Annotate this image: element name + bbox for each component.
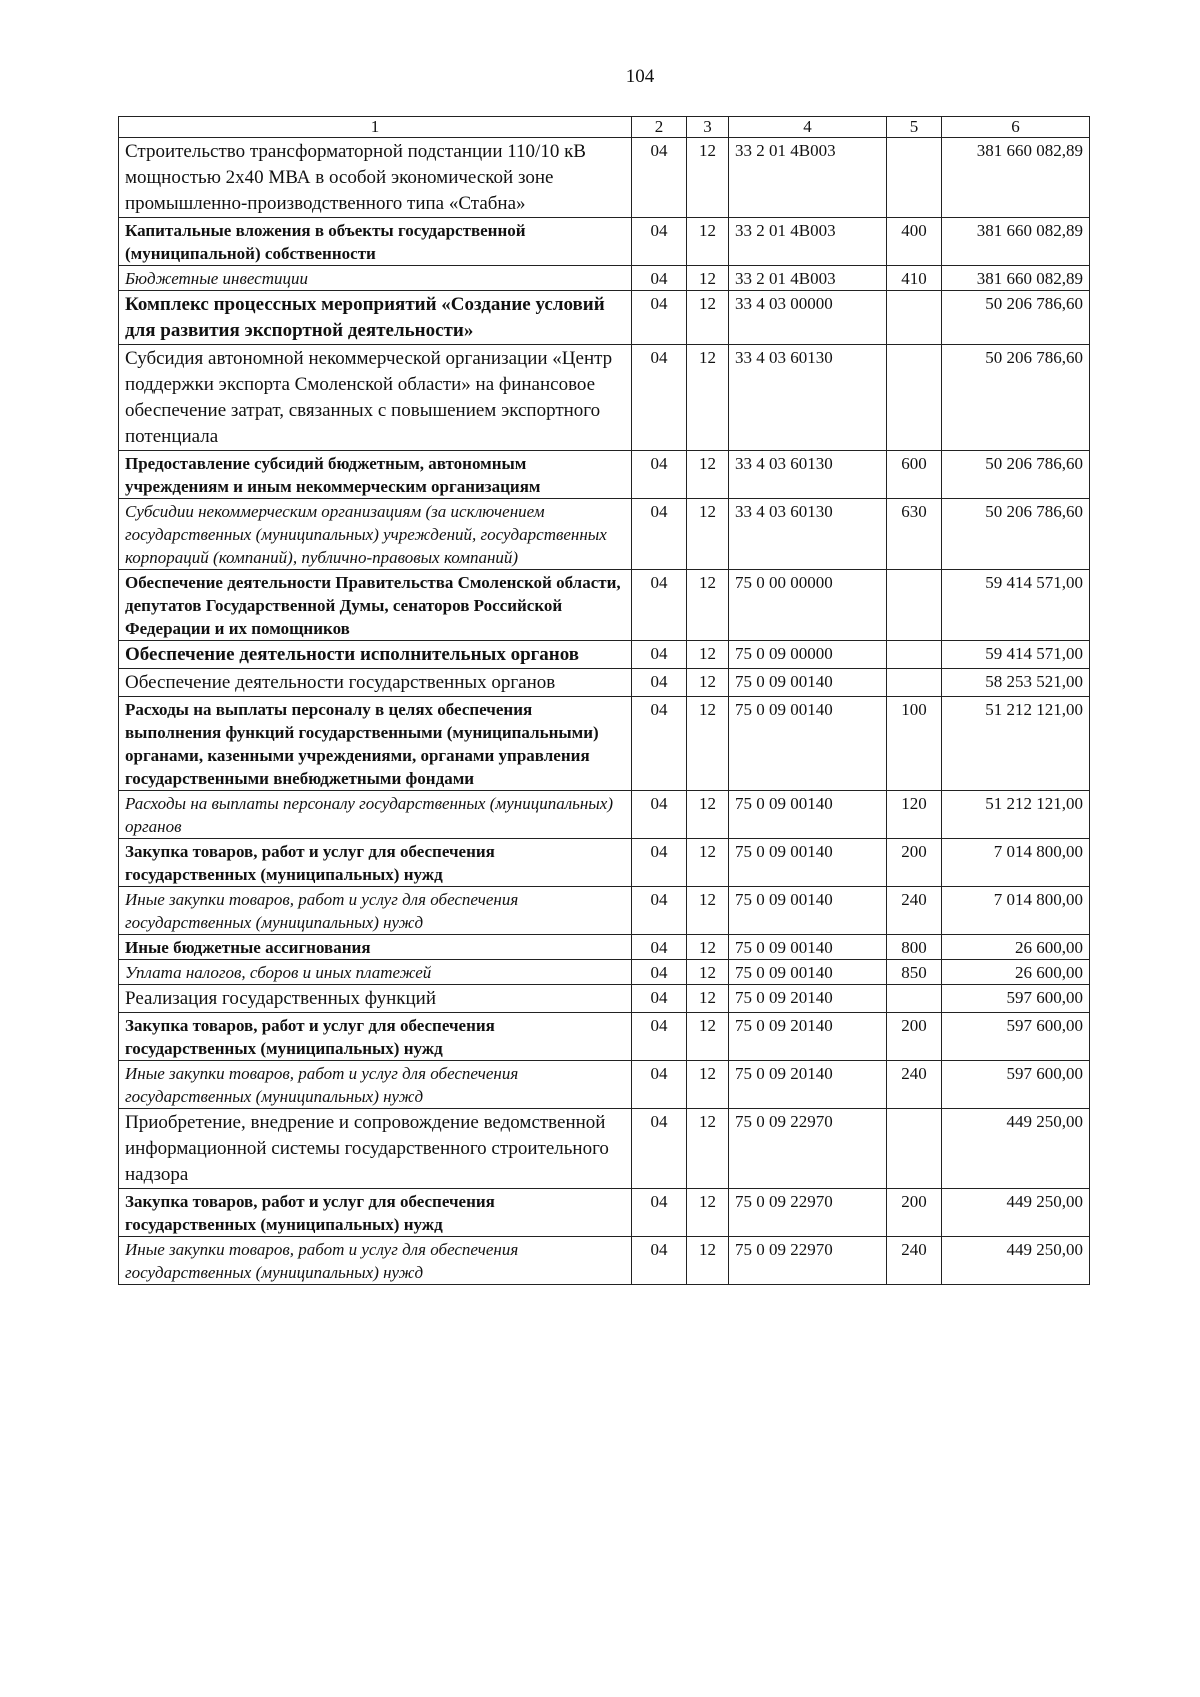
row-expense-type-cell: 100 bbox=[887, 697, 942, 791]
row-section-cell: 04 bbox=[632, 570, 687, 641]
row-target-code-cell: 75 0 09 00140 bbox=[729, 887, 887, 935]
row-expense-type-cell bbox=[887, 570, 942, 641]
row-amount-cell: 449 250,00 bbox=[942, 1109, 1090, 1189]
row-section-cell: 04 bbox=[632, 839, 687, 887]
row-target-code-cell: 75 0 09 20140 bbox=[729, 1013, 887, 1061]
table-row bbox=[119, 570, 1090, 641]
row-expense-type-cell: 120 bbox=[887, 791, 942, 839]
row-target-code-cell: 75 0 09 00140 bbox=[729, 839, 887, 887]
table-row bbox=[119, 1109, 1090, 1189]
row-target-code-cell: 33 2 01 4В003 bbox=[729, 218, 887, 266]
row-target-code-cell: 75 0 09 00140 bbox=[729, 669, 887, 697]
row-amount-cell: 26 600,00 bbox=[942, 935, 1090, 960]
row-name-cell: Капитальные вложения в объекты государственной (муниципальной) собственности bbox=[119, 218, 632, 266]
row-section-cell: 04 bbox=[632, 887, 687, 935]
row-subsection-cell: 12 bbox=[687, 570, 729, 641]
table-row bbox=[119, 839, 1090, 887]
row-target-code-cell: 75 0 09 22970 bbox=[729, 1109, 887, 1189]
row-subsection-cell: 12 bbox=[687, 887, 729, 935]
row-section-cell: 04 bbox=[632, 641, 687, 669]
row-name-cell: Строительство трансформаторной подстанции 110/10 кВ мощностью 2х40 МВА в особой экономической зоне промышленно-производственного типа «Стабна» bbox=[119, 138, 632, 218]
row-expense-type-cell: 630 bbox=[887, 499, 942, 570]
row-section-cell: 04 bbox=[632, 1061, 687, 1109]
row-subsection-cell: 12 bbox=[687, 985, 729, 1013]
row-target-code-cell: 75 0 09 22970 bbox=[729, 1189, 887, 1237]
row-amount-cell: 51 212 121,00 bbox=[942, 791, 1090, 839]
table-row bbox=[119, 985, 1090, 1013]
table-row bbox=[119, 218, 1090, 266]
table-row bbox=[119, 1237, 1090, 1285]
row-amount-cell: 51 212 121,00 bbox=[942, 697, 1090, 791]
row-name-cell: Иные закупки товаров, работ и услуг для обеспечения государственных (муниципальных) нужд bbox=[119, 1237, 632, 1285]
table-row bbox=[119, 960, 1090, 985]
row-expense-type-cell: 240 bbox=[887, 1237, 942, 1285]
row-target-code-cell: 75 0 09 22970 bbox=[729, 1237, 887, 1285]
row-amount-cell: 381 660 082,89 bbox=[942, 266, 1090, 291]
table-header-row bbox=[119, 117, 1090, 138]
row-expense-type-cell: 240 bbox=[887, 1061, 942, 1109]
row-amount-cell: 449 250,00 bbox=[942, 1189, 1090, 1237]
row-name-cell: Субсидии некоммерческим организациям (за исключением государственных (муниципальных) учреждений, государственных корпораций (компаний), публично-правовых компаний) bbox=[119, 499, 632, 570]
header-col-1: 1 bbox=[119, 117, 632, 138]
row-subsection-cell: 12 bbox=[687, 1013, 729, 1061]
row-target-code-cell: 33 2 01 4В003 bbox=[729, 266, 887, 291]
table-row bbox=[119, 499, 1090, 570]
row-subsection-cell: 12 bbox=[687, 697, 729, 791]
row-section-cell: 04 bbox=[632, 960, 687, 985]
header-col-2: 2 bbox=[632, 117, 687, 138]
row-subsection-cell: 12 bbox=[687, 345, 729, 451]
row-section-cell: 04 bbox=[632, 791, 687, 839]
row-name-cell: Закупка товаров, работ и услуг для обеспечения государственных (муниципальных) нужд bbox=[119, 1189, 632, 1237]
table-row bbox=[119, 697, 1090, 791]
row-amount-cell: 59 414 571,00 bbox=[942, 570, 1090, 641]
row-name-cell: Обеспечение деятельности исполнительных органов bbox=[119, 641, 632, 669]
row-amount-cell: 597 600,00 bbox=[942, 985, 1090, 1013]
row-subsection-cell: 12 bbox=[687, 1109, 729, 1189]
row-name-cell: Иные закупки товаров, работ и услуг для обеспечения государственных (муниципальных) нужд bbox=[119, 1061, 632, 1109]
table-row bbox=[119, 669, 1090, 697]
row-target-code-cell: 33 2 01 4В003 bbox=[729, 138, 887, 218]
row-target-code-cell: 75 0 00 00000 bbox=[729, 570, 887, 641]
row-subsection-cell: 12 bbox=[687, 291, 729, 345]
row-expense-type-cell: 410 bbox=[887, 266, 942, 291]
row-amount-cell: 50 206 786,60 bbox=[942, 345, 1090, 451]
row-subsection-cell: 12 bbox=[687, 1189, 729, 1237]
row-section-cell: 04 bbox=[632, 138, 687, 218]
row-section-cell: 04 bbox=[632, 218, 687, 266]
row-section-cell: 04 bbox=[632, 669, 687, 697]
row-name-cell: Обеспечение деятельности Правительства Смоленской области, депутатов Государственной Думы, сенаторов Российской Федерации и их помощников bbox=[119, 570, 632, 641]
row-name-cell: Иные бюджетные ассигнования bbox=[119, 935, 632, 960]
budget-table bbox=[118, 116, 1090, 1285]
row-name-cell: Расходы на выплаты персоналу государственных (муниципальных) органов bbox=[119, 791, 632, 839]
header-col-5: 5 bbox=[887, 117, 942, 138]
row-name-cell: Обеспечение деятельности государственных органов bbox=[119, 669, 632, 697]
row-subsection-cell: 12 bbox=[687, 1237, 729, 1285]
row-expense-type-cell: 200 bbox=[887, 1189, 942, 1237]
row-name-cell: Уплата налогов, сборов и иных платежей bbox=[119, 960, 632, 985]
row-section-cell: 04 bbox=[632, 935, 687, 960]
table-row bbox=[119, 791, 1090, 839]
row-name-cell: Закупка товаров, работ и услуг для обеспечения государственных (муниципальных) нужд bbox=[119, 839, 632, 887]
row-subsection-cell: 12 bbox=[687, 451, 729, 499]
page-number: 104 bbox=[625, 66, 655, 87]
row-subsection-cell: 12 bbox=[687, 641, 729, 669]
table-row bbox=[119, 1061, 1090, 1109]
row-amount-cell: 381 660 082,89 bbox=[942, 218, 1090, 266]
row-section-cell: 04 bbox=[632, 1109, 687, 1189]
row-amount-cell: 597 600,00 bbox=[942, 1013, 1090, 1061]
row-expense-type-cell bbox=[887, 669, 942, 697]
row-section-cell: 04 bbox=[632, 1189, 687, 1237]
row-section-cell: 04 bbox=[632, 1237, 687, 1285]
row-amount-cell: 597 600,00 bbox=[942, 1061, 1090, 1109]
row-target-code-cell: 75 0 09 00140 bbox=[729, 697, 887, 791]
row-name-cell: Реализация государственных функций bbox=[119, 985, 632, 1013]
row-expense-type-cell: 850 bbox=[887, 960, 942, 985]
table-body bbox=[119, 138, 1090, 1285]
table-row bbox=[119, 451, 1090, 499]
row-target-code-cell: 75 0 09 00000 bbox=[729, 641, 887, 669]
row-name-cell: Расходы на выплаты персоналу в целях обеспечения выполнения функций государственными (муниципальными) органами, казенными учреждениями, органами управления государственными внебюджетными фондами bbox=[119, 697, 632, 791]
row-target-code-cell: 75 0 09 00140 bbox=[729, 791, 887, 839]
row-subsection-cell: 12 bbox=[687, 935, 729, 960]
row-name-cell: Субсидия автономной некоммерческой организации «Центр поддержки экспорта Смоленской области» на финансовое обеспечение затрат, связанных с повышением экспортного потенциала bbox=[119, 345, 632, 451]
row-subsection-cell: 12 bbox=[687, 839, 729, 887]
row-expense-type-cell: 400 bbox=[887, 218, 942, 266]
row-target-code-cell: 75 0 09 20140 bbox=[729, 985, 887, 1013]
row-subsection-cell: 12 bbox=[687, 669, 729, 697]
row-amount-cell: 381 660 082,89 bbox=[942, 138, 1090, 218]
row-amount-cell: 26 600,00 bbox=[942, 960, 1090, 985]
row-amount-cell: 50 206 786,60 bbox=[942, 291, 1090, 345]
row-expense-type-cell: 800 bbox=[887, 935, 942, 960]
table-row bbox=[119, 887, 1090, 935]
row-expense-type-cell: 200 bbox=[887, 839, 942, 887]
row-expense-type-cell bbox=[887, 641, 942, 669]
row-expense-type-cell: 600 bbox=[887, 451, 942, 499]
row-subsection-cell: 12 bbox=[687, 138, 729, 218]
row-target-code-cell: 75 0 09 20140 bbox=[729, 1061, 887, 1109]
row-amount-cell: 59 414 571,00 bbox=[942, 641, 1090, 669]
row-section-cell: 04 bbox=[632, 499, 687, 570]
row-section-cell: 04 bbox=[632, 345, 687, 451]
row-section-cell: 04 bbox=[632, 1013, 687, 1061]
row-name-cell: Закупка товаров, работ и услуг для обеспечения государственных (муниципальных) нужд bbox=[119, 1013, 632, 1061]
row-section-cell: 04 bbox=[632, 697, 687, 791]
header-col-6: 6 bbox=[942, 117, 1090, 138]
row-name-cell: Комплекс процессных мероприятий «Создание условий для развития экспортной деятельности» bbox=[119, 291, 632, 345]
row-expense-type-cell bbox=[887, 291, 942, 345]
row-amount-cell: 7 014 800,00 bbox=[942, 839, 1090, 887]
table-row bbox=[119, 641, 1090, 669]
row-name-cell: Предоставление субсидий бюджетным, автономным учреждениям и иным некоммерческим организациям bbox=[119, 451, 632, 499]
row-target-code-cell: 33 4 03 60130 bbox=[729, 451, 887, 499]
header-col-4: 4 bbox=[729, 117, 887, 138]
row-subsection-cell: 12 bbox=[687, 791, 729, 839]
row-target-code-cell: 75 0 09 00140 bbox=[729, 960, 887, 985]
row-section-cell: 04 bbox=[632, 266, 687, 291]
row-section-cell: 04 bbox=[632, 291, 687, 345]
table-row bbox=[119, 266, 1090, 291]
row-expense-type-cell bbox=[887, 1109, 942, 1189]
table-row bbox=[119, 291, 1090, 345]
row-section-cell: 04 bbox=[632, 985, 687, 1013]
row-expense-type-cell: 200 bbox=[887, 1013, 942, 1061]
table-row bbox=[119, 138, 1090, 218]
table-row bbox=[119, 1189, 1090, 1237]
table-row bbox=[119, 935, 1090, 960]
row-subsection-cell: 12 bbox=[687, 499, 729, 570]
row-subsection-cell: 12 bbox=[687, 1061, 729, 1109]
row-target-code-cell: 75 0 09 00140 bbox=[729, 935, 887, 960]
row-name-cell: Приобретение, внедрение и сопровождение ведомственной информационной системы государственного строительного надзора bbox=[119, 1109, 632, 1189]
row-target-code-cell: 33 4 03 60130 bbox=[729, 345, 887, 451]
row-subsection-cell: 12 bbox=[687, 218, 729, 266]
row-expense-type-cell: 240 bbox=[887, 887, 942, 935]
table-row bbox=[119, 345, 1090, 451]
row-subsection-cell: 12 bbox=[687, 266, 729, 291]
row-amount-cell: 7 014 800,00 bbox=[942, 887, 1090, 935]
header-col-3: 3 bbox=[687, 117, 729, 138]
row-amount-cell: 58 253 521,00 bbox=[942, 669, 1090, 697]
row-amount-cell: 50 206 786,60 bbox=[942, 499, 1090, 570]
row-name-cell: Иные закупки товаров, работ и услуг для обеспечения государственных (муниципальных) нужд bbox=[119, 887, 632, 935]
row-expense-type-cell bbox=[887, 345, 942, 451]
row-amount-cell: 50 206 786,60 bbox=[942, 451, 1090, 499]
table-row bbox=[119, 1013, 1090, 1061]
row-amount-cell: 449 250,00 bbox=[942, 1237, 1090, 1285]
row-section-cell: 04 bbox=[632, 451, 687, 499]
row-target-code-cell: 33 4 03 60130 bbox=[729, 499, 887, 570]
row-expense-type-cell bbox=[887, 985, 942, 1013]
row-name-cell: Бюджетные инвестиции bbox=[119, 266, 632, 291]
row-target-code-cell: 33 4 03 00000 bbox=[729, 291, 887, 345]
row-subsection-cell: 12 bbox=[687, 960, 729, 985]
row-expense-type-cell bbox=[887, 138, 942, 218]
